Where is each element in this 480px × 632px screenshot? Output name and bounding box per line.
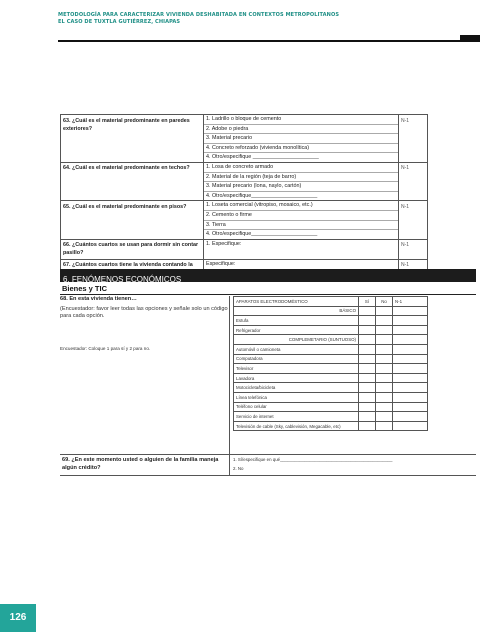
answer-code-cell[interactable] <box>393 421 428 431</box>
appliance-label: Refrigerador <box>234 325 359 335</box>
answer-si-cell[interactable] <box>359 364 376 374</box>
header-code: N-1 <box>393 297 428 307</box>
answer-si-cell[interactable] <box>359 412 376 422</box>
answer-no-cell[interactable] <box>376 373 393 383</box>
question-67: 67. ¿Cuántos cuartos tiene la vivienda contando la <box>61 259 204 279</box>
header-si: Sí <box>359 297 376 307</box>
q69-option-2[interactable]: 2. No <box>233 466 244 471</box>
appliance-label: Televisor <box>234 364 359 374</box>
answer-code-cell[interactable] <box>393 325 428 335</box>
appliance-label: Automóvil o camioneta <box>234 344 359 354</box>
appliance-label: Lavadora <box>234 373 359 383</box>
appliance-label: Motocicleta/bicicleta <box>234 383 359 393</box>
appliances-table <box>233 296 428 431</box>
appliances-header-row <box>234 297 428 307</box>
q65-option-3[interactable]: 3. Tierra <box>204 221 398 231</box>
q65-option-4[interactable]: 4. Otro/especifique______________________ <box>206 231 318 238</box>
question-64: 64. ¿Cuál es el material predominante en techos? <box>61 162 204 200</box>
header-line-1: METODOLOGÍA PARA CARACTERIZAR VIVIENDA DESHABITADA EN CONTEXTOS METROPOLITANOS <box>58 12 340 18</box>
question-row-64 <box>61 162 428 200</box>
basic-label-row <box>234 306 428 316</box>
question-69 <box>60 454 476 476</box>
header-no: No <box>376 297 393 307</box>
answer-code-cell[interactable] <box>393 344 428 354</box>
section-title: 6. FENÓMENOS ECONÓMICOS <box>63 275 182 284</box>
q66-code: N-1 <box>399 239 428 259</box>
q63-option-4[interactable]: 4. Concreto reforzado (vivienda monolítica) <box>204 144 398 154</box>
answer-no-cell[interactable] <box>376 316 393 326</box>
q64-option-2[interactable]: 2. Material de la región (teja de barro) <box>204 173 398 183</box>
appliance-row <box>234 392 428 402</box>
q63-option-5[interactable]: 4. Otro/especifique ______________________ <box>206 154 319 161</box>
page-number-tab <box>0 604 36 632</box>
appliance-row <box>234 402 428 412</box>
answer-no-cell[interactable] <box>376 412 393 422</box>
appliances-header-label: APARATOS ELECTRODOMÉSTICO <box>234 297 359 307</box>
answer-si-cell[interactable] <box>359 402 376 412</box>
answer-code-cell[interactable] <box>393 383 428 393</box>
q64-option-1[interactable]: 1. Losa de concreto armado <box>204 163 398 173</box>
housing-questions-table <box>60 114 428 280</box>
appliance-row <box>234 383 428 393</box>
q65-option-1[interactable]: 1. Loseta comercial (vitropiso, mosaico, etc.) <box>204 201 398 211</box>
appliance-row <box>234 344 428 354</box>
question-row-63 <box>61 115 428 163</box>
answer-no-cell[interactable] <box>376 364 393 374</box>
header-line-2: EL CASO DE TUXTLA GUTIÉRREZ, CHIAPAS <box>58 19 181 25</box>
answer-si-cell[interactable] <box>359 354 376 364</box>
answer-no-cell[interactable] <box>376 354 393 364</box>
answer-no-cell[interactable] <box>376 402 393 412</box>
answer-code-cell[interactable] <box>393 354 428 364</box>
answer-no-cell[interactable] <box>376 392 393 402</box>
question-68-instruction: (Encuestador: favor leer todas las opciones y señale solo un código para cada opción. <box>60 305 228 319</box>
answer-si-cell[interactable] <box>359 325 376 335</box>
subtitle-rule <box>60 294 476 295</box>
answer-si-cell[interactable] <box>359 344 376 354</box>
complementary-label-row <box>234 335 428 345</box>
q64-code: N-1 <box>399 162 428 200</box>
appliance-row <box>234 325 428 335</box>
question-66: 66. ¿Cuántos cuartos se usan para dormir sin contar pasillo? <box>61 239 204 259</box>
q65-code: N-1 <box>399 201 428 239</box>
answer-code-cell[interactable] <box>393 402 428 412</box>
appliance-label: Línea telefónica <box>234 392 359 402</box>
q63-option-1[interactable]: 1. Ladrillo o bloque de cemento <box>204 115 398 125</box>
q66-option-1[interactable]: 1. Especifique: <box>206 240 242 247</box>
answer-code-cell[interactable] <box>393 412 428 422</box>
page-number: 126 <box>9 612 27 623</box>
answer-si-cell[interactable] <box>359 383 376 393</box>
q67-option-1[interactable]: Especifique: <box>206 260 236 267</box>
header-tab <box>460 35 480 42</box>
q64-option-3[interactable]: 3. Material precario (lona, naylo, cartón) <box>204 182 398 192</box>
appliance-label: Estufa <box>234 316 359 326</box>
question-68-title: 68. En esta vivienda tienen… <box>60 296 137 302</box>
answer-no-cell[interactable] <box>376 421 393 431</box>
q63-option-3[interactable]: 3. Material precario <box>204 134 398 144</box>
question-row-65 <box>61 201 428 239</box>
appliance-label: Televisión de cable (Sky, cablevisión, Megacable, etc) <box>234 421 359 431</box>
encoder-note: Encuestador: Coloque 1 para sí y 2 para no. <box>60 345 151 351</box>
answer-si-cell[interactable] <box>359 421 376 431</box>
answer-no-cell[interactable] <box>376 325 393 335</box>
appliance-row <box>234 421 428 431</box>
appliance-row <box>234 316 428 326</box>
answer-si-cell[interactable] <box>359 373 376 383</box>
q69-option-1[interactable]: 1. Sí/especifique en qué______________________________________________ <box>233 457 393 462</box>
answer-code-cell[interactable] <box>393 392 428 402</box>
q67-code: N-1 <box>399 259 428 279</box>
question-65: 65. ¿Cuál es el material predominante en pisos? <box>61 201 204 239</box>
appliance-row <box>234 412 428 422</box>
answer-si-cell[interactable] <box>359 316 376 326</box>
q63-code: N-1 <box>399 115 428 163</box>
answer-code-cell[interactable] <box>393 316 428 326</box>
q64-option-4[interactable]: 4. Otro/especifique______________________ <box>206 192 318 199</box>
section-subtitle: Bienes y TIC <box>62 284 108 293</box>
question-63: 63. ¿Cuál es el material predominante en paredes exteriores? <box>61 115 204 163</box>
answer-no-cell[interactable] <box>376 344 393 354</box>
section-title-bar <box>60 269 476 282</box>
header-rule <box>58 40 468 42</box>
basic-label: BÁSICO <box>234 306 359 316</box>
answer-code-cell[interactable] <box>393 373 428 383</box>
appliance-label: Servicio de internet <box>234 412 359 422</box>
running-header <box>58 12 458 26</box>
question-68 <box>60 296 228 352</box>
q63-option-2[interactable]: 2. Adobe o piedra <box>204 125 398 135</box>
appliance-row <box>234 373 428 383</box>
complementary-label: COMPLEMETARIO (SUNTUOSO) <box>234 335 359 345</box>
appliance-label: Teléfono celular <box>234 402 359 412</box>
answer-si-cell[interactable] <box>359 392 376 402</box>
q65-option-2[interactable]: 2. Cemento o firme <box>204 211 398 221</box>
appliance-row <box>234 354 428 364</box>
question-69-title: 69. ¿En este momento usted o alguien de la familia maneja algún crédito? <box>62 457 219 471</box>
question-row-66 <box>61 239 428 259</box>
answer-no-cell[interactable] <box>376 383 393 393</box>
column-divider <box>229 296 230 454</box>
appliance-label: Computadora <box>234 354 359 364</box>
q69-divider <box>229 455 230 475</box>
answer-code-cell[interactable] <box>393 364 428 374</box>
appliance-row <box>234 364 428 374</box>
